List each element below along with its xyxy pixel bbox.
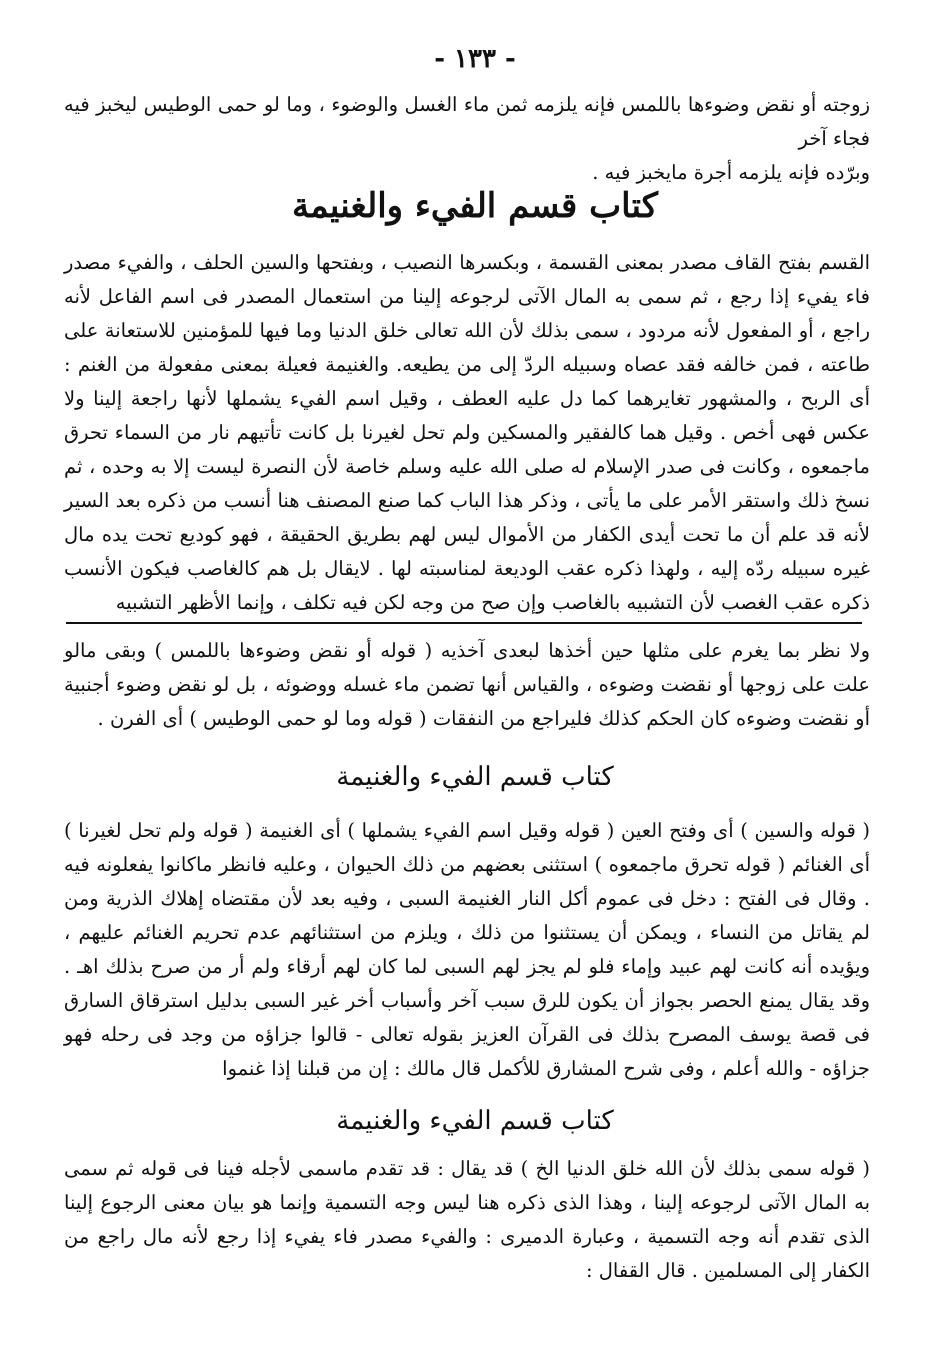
paragraph: وبرّده فإنه يلزمه أجرة مايخبز فيه . — [592, 161, 870, 184]
main-heading: كتاب قسم الفيء والغنيمة — [292, 186, 658, 226]
top-text-block — [64, 88, 870, 190]
paragraph: ولا نظر بما يغرم على مثلها حين أخذها لبعدى آخذيه ( قوله أو نقض وضوءها باللمس ) وبقى مالو علت على زوجها أو نقضت وضوءه ، والقياس أنها تضمن ماء غسله ووضوئه ، بل لو نقض وضوء أجنبية أو نقضت وضوءه كان الحكم كذلك فليراجع من النفقات ( قوله وما لو حمى الوطيس ) أى الفرن . — [64, 639, 870, 730]
paragraph: ( قوله والسين ) أى وفتح العين ( قوله وقيل اسم الفيء يشملها ) أى الغنيمة ( قوله ولم تحل لغيرنا ) أى الغنائم ( قوله تحرق ماجمعوه ) استثنى بعضهم من ذلك الحيوان ، وعليه فانظر ماكانوا يفعلونه فيه . وقال فى الفتح : دخل فى عموم أكل النار الغنيمة السبى ، وفيه بعد لأن مقتضاه إهلاك الذرية ومن لم يقاتل من النساء ، ويمكن أن يستثنوا من ذلك ، ويلزم من استثنائهم عدم تحريم الغنائم عليهم ، ويؤيده أنه كانت لهم عبيد وإماء فلو لم يجز لهم السبى لما كان لهم أرقاء ولم أر من صرح بذلك اهـ . وقد يقال يمنع الحصر بجواز أن يكون للرق سبب آخر وأسباب أخر غير السبى بدليل استرقاق السارق فى قصة يوسف المصرح بذلك فى القرآن العزيز بقوله تعالى - قالوا جزاؤه من وجد فى رحله فهو جزاؤه - والله أعلم ، وفى شرح المشارق للأكمل قال مالك : إن من قبلنا إذا غنموا — [64, 819, 870, 1080]
footnote-divider — [66, 622, 862, 624]
section-heading-2: كتاب قسم الفيء والغنيمة — [336, 762, 614, 792]
paragraph: القسم بفتح القاف مصدر بمعنى القسمة ، وبكسرها النصيب ، وبفتحها والسين الحلف ، والفيء مصدر فاء يفيء إذا رجع ، ثم سمى به المال الآتى لرجوعه إلينا من استعمال المصدر فى اسم الفاعل لأنه راجع ، أو المفعول لأنه مردود ، سمى بذلك لأن الله تعالى خلق الدنيا وما فيها للمؤمنين للاستعانة على طاعته ، فمن خالفه فقد عصاه وسبيله الردّ إلى من يطيعه. والغنيمة فعيلة بمعنى مفعولة من الغنم : أى الربح ، والمشهور تغايرهما كما دل عليه العطف ، وقيل اسم الفيء يشملها لأنها راجعة إلينا ولا عكس فهى أخص . وقيل هما كالفقير والمسكين ولم تحل لغيرنا بل كانت تأتيهم نار من السماء تحرق ماجمعوه ، وكانت فى صدر الإسلام له صلى الله عليه وسلم خاصة لأن النصرة ليست إلا به وحده ، ثم نسخ ذلك واستقر الأمر على ما يأتى ، وذكر هذا الباب كما صنع المصنف هنا أنسب من ذكره بعد السير لأنه قد علم أن ما تحت أيدى الكفار من الأموال ليس لهم بطريق الحقيقة ، فهو كوديع تحت يده مال غيره سبيله ردّه إليه ، ولهذا ذكره عقب الوديعة لمناسبته لها . لايقال بل هم كالغاصب فيكون الأنسب ذكره عقب الغصب لأن التشبيه بالغاصب وإن صح من وجه لكن فيه تكلف ، وإنما الأظهر التشبيه — [64, 251, 870, 614]
paragraph: زوجته أو نقض وضوءها باللمس فإنه يلزمه ثمن ماء الغسل والوضوء ، وما لو حمى الوطيس ليخبز فيه فجاء آخر — [64, 93, 870, 150]
main-text-block — [64, 246, 870, 620]
paragraph: ( قوله سمى بذلك لأن الله خلق الدنيا الخ ) قد يقال : قد تقدم ماسمى لأجله فينا فى قوله ثم سمى به المال الآتى لرجوعه إلينا ، وهذا الذى ذكره هنا ليس وجه التسمية وإنما هو بيان معنى الرجوع إلينا الذى تقدم أنه وجه التسمية ، وعبارة الدميرى : والفيء مصدر فاء يفيء إذا رجع لأنه مال راجع من الكفار إلى المسلمين . قال القفال : — [64, 1157, 870, 1282]
footnote-block-3 — [64, 1152, 870, 1288]
footnote-block-1 — [64, 634, 870, 736]
section-heading-3: كتاب قسم الفيء والغنيمة — [336, 1106, 614, 1136]
footnote-block-2 — [64, 814, 870, 1086]
page-number: - ١٣٣ - — [434, 44, 516, 74]
